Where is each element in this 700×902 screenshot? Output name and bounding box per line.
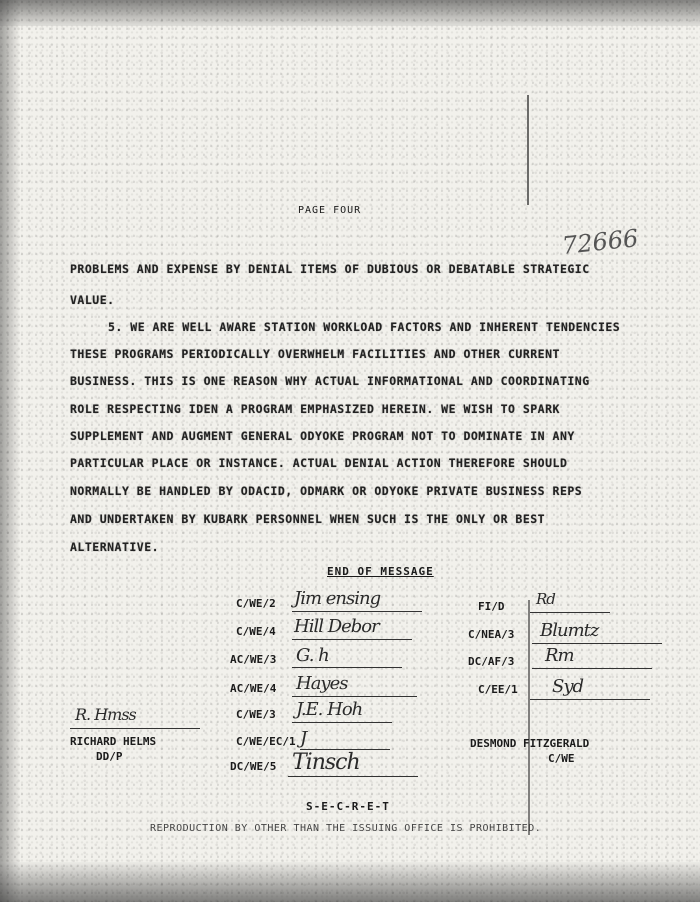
body-line: ROLE RESPECTING IDEN A PROGRAM EMPHASIZED HEREIN. WE WISH TO SPARK xyxy=(70,402,560,416)
coord-label: AC/WE/3 xyxy=(230,653,277,666)
signature-line xyxy=(288,776,418,777)
scan-bottom-edge xyxy=(0,862,700,902)
body-line: THESE PROGRAMS PERIODICALLY OVERWHELM FACILITIES AND OTHER CURRENT xyxy=(70,347,560,361)
signature-line xyxy=(292,722,392,723)
coord-label: DC/AF/3 xyxy=(468,655,515,668)
signature-scrawl: Jim ensing xyxy=(294,588,381,609)
signature-scrawl: J xyxy=(300,728,307,749)
scan-top-edge xyxy=(0,0,700,26)
body-line: AND UNDERTAKEN BY KUBARK PERSONNEL WHEN SUCH IS THE ONLY OR BEST xyxy=(70,512,546,526)
coord-label: C/WE/3 xyxy=(236,708,276,721)
end-of-message: END OF MESSAGE xyxy=(327,565,434,578)
handwritten-number: 72666 xyxy=(560,224,640,260)
signature-scrawl: Hayes xyxy=(296,673,348,694)
signature-line xyxy=(292,667,402,668)
signature-line xyxy=(532,643,662,644)
signature-scrawl: Rm xyxy=(545,645,574,666)
coord-label: C/EE/1 xyxy=(478,683,518,696)
body-line: VALUE. xyxy=(70,293,115,307)
authenticating-name: RICHARD HELMS xyxy=(70,735,157,748)
signature-scrawl: Hill Debor xyxy=(294,616,379,637)
signature-scrawl: Syd xyxy=(552,676,584,697)
signature-line xyxy=(70,728,200,729)
authenticating-title: DD/P xyxy=(96,750,123,763)
body-line: BUSINESS. THIS IS ONE REASON WHY ACTUAL INFORMATIONAL AND COORDINATING xyxy=(70,374,590,388)
signature-line xyxy=(530,699,650,700)
coord-label: FI/D xyxy=(478,600,505,613)
margin-rule-top xyxy=(527,95,529,205)
coord-label: DC/WE/5 xyxy=(230,760,277,773)
authenticating-signature: R. Hmss xyxy=(75,705,136,724)
page-header: PAGE FOUR xyxy=(298,205,362,216)
body-line: SUPPLEMENT AND AUGMENT GENERAL ODYOKE PROGRAM NOT TO DOMINATE IN ANY xyxy=(70,429,575,443)
body-line: 5. WE ARE WELL AWARE STATION WORKLOAD FACTORS AND INHERENT TENDENCIES xyxy=(108,320,621,334)
signature-scrawl: J.E. Hoh xyxy=(296,699,363,720)
coord-label: C/NEA/3 xyxy=(468,628,515,641)
releasing-name: DESMOND FITZGERALD xyxy=(470,737,590,750)
coord-label: AC/WE/4 xyxy=(230,682,277,695)
coord-label: C/WE/2 xyxy=(236,597,276,610)
signature-line xyxy=(292,611,422,612)
coord-label: C/WE/4 xyxy=(236,625,276,638)
signature-scrawl: Blumtz xyxy=(540,620,599,641)
reproduction-notice: REPRODUCTION BY OTHER THAN THE ISSUING OFFICE IS PROHIBITED. xyxy=(150,823,542,834)
signature-scrawl: G. h xyxy=(296,645,329,666)
body-line: PROBLEMS AND EXPENSE BY DENIAL ITEMS OF DUBIOUS OR DEBATABLE STRATEGIC xyxy=(70,262,590,276)
signature-scrawl: Tinsch xyxy=(292,750,360,775)
signature-line xyxy=(530,612,610,613)
signature-line xyxy=(532,668,652,669)
body-line: ALTERNATIVE. xyxy=(70,540,160,554)
releasing-title: C/WE xyxy=(548,752,575,765)
coord-label: C/WE/EC/1 xyxy=(236,735,296,748)
classification-marking: S-E-C-R-E-T xyxy=(306,800,390,813)
signature-scrawl: Rd xyxy=(536,590,555,608)
scan-left-edge xyxy=(0,0,20,902)
body-line: NORMALLY BE HANDLED BY ODACID, ODMARK OR ODYOKE PRIVATE BUSINESS REPS xyxy=(70,484,583,498)
body-line: PARTICULAR PLACE OR INSTANCE. ACTUAL DENIAL ACTION THEREFORE SHOULD xyxy=(70,456,568,470)
signature-line xyxy=(292,639,412,640)
signature-line xyxy=(292,696,417,697)
margin-rule-bottom xyxy=(528,600,530,835)
